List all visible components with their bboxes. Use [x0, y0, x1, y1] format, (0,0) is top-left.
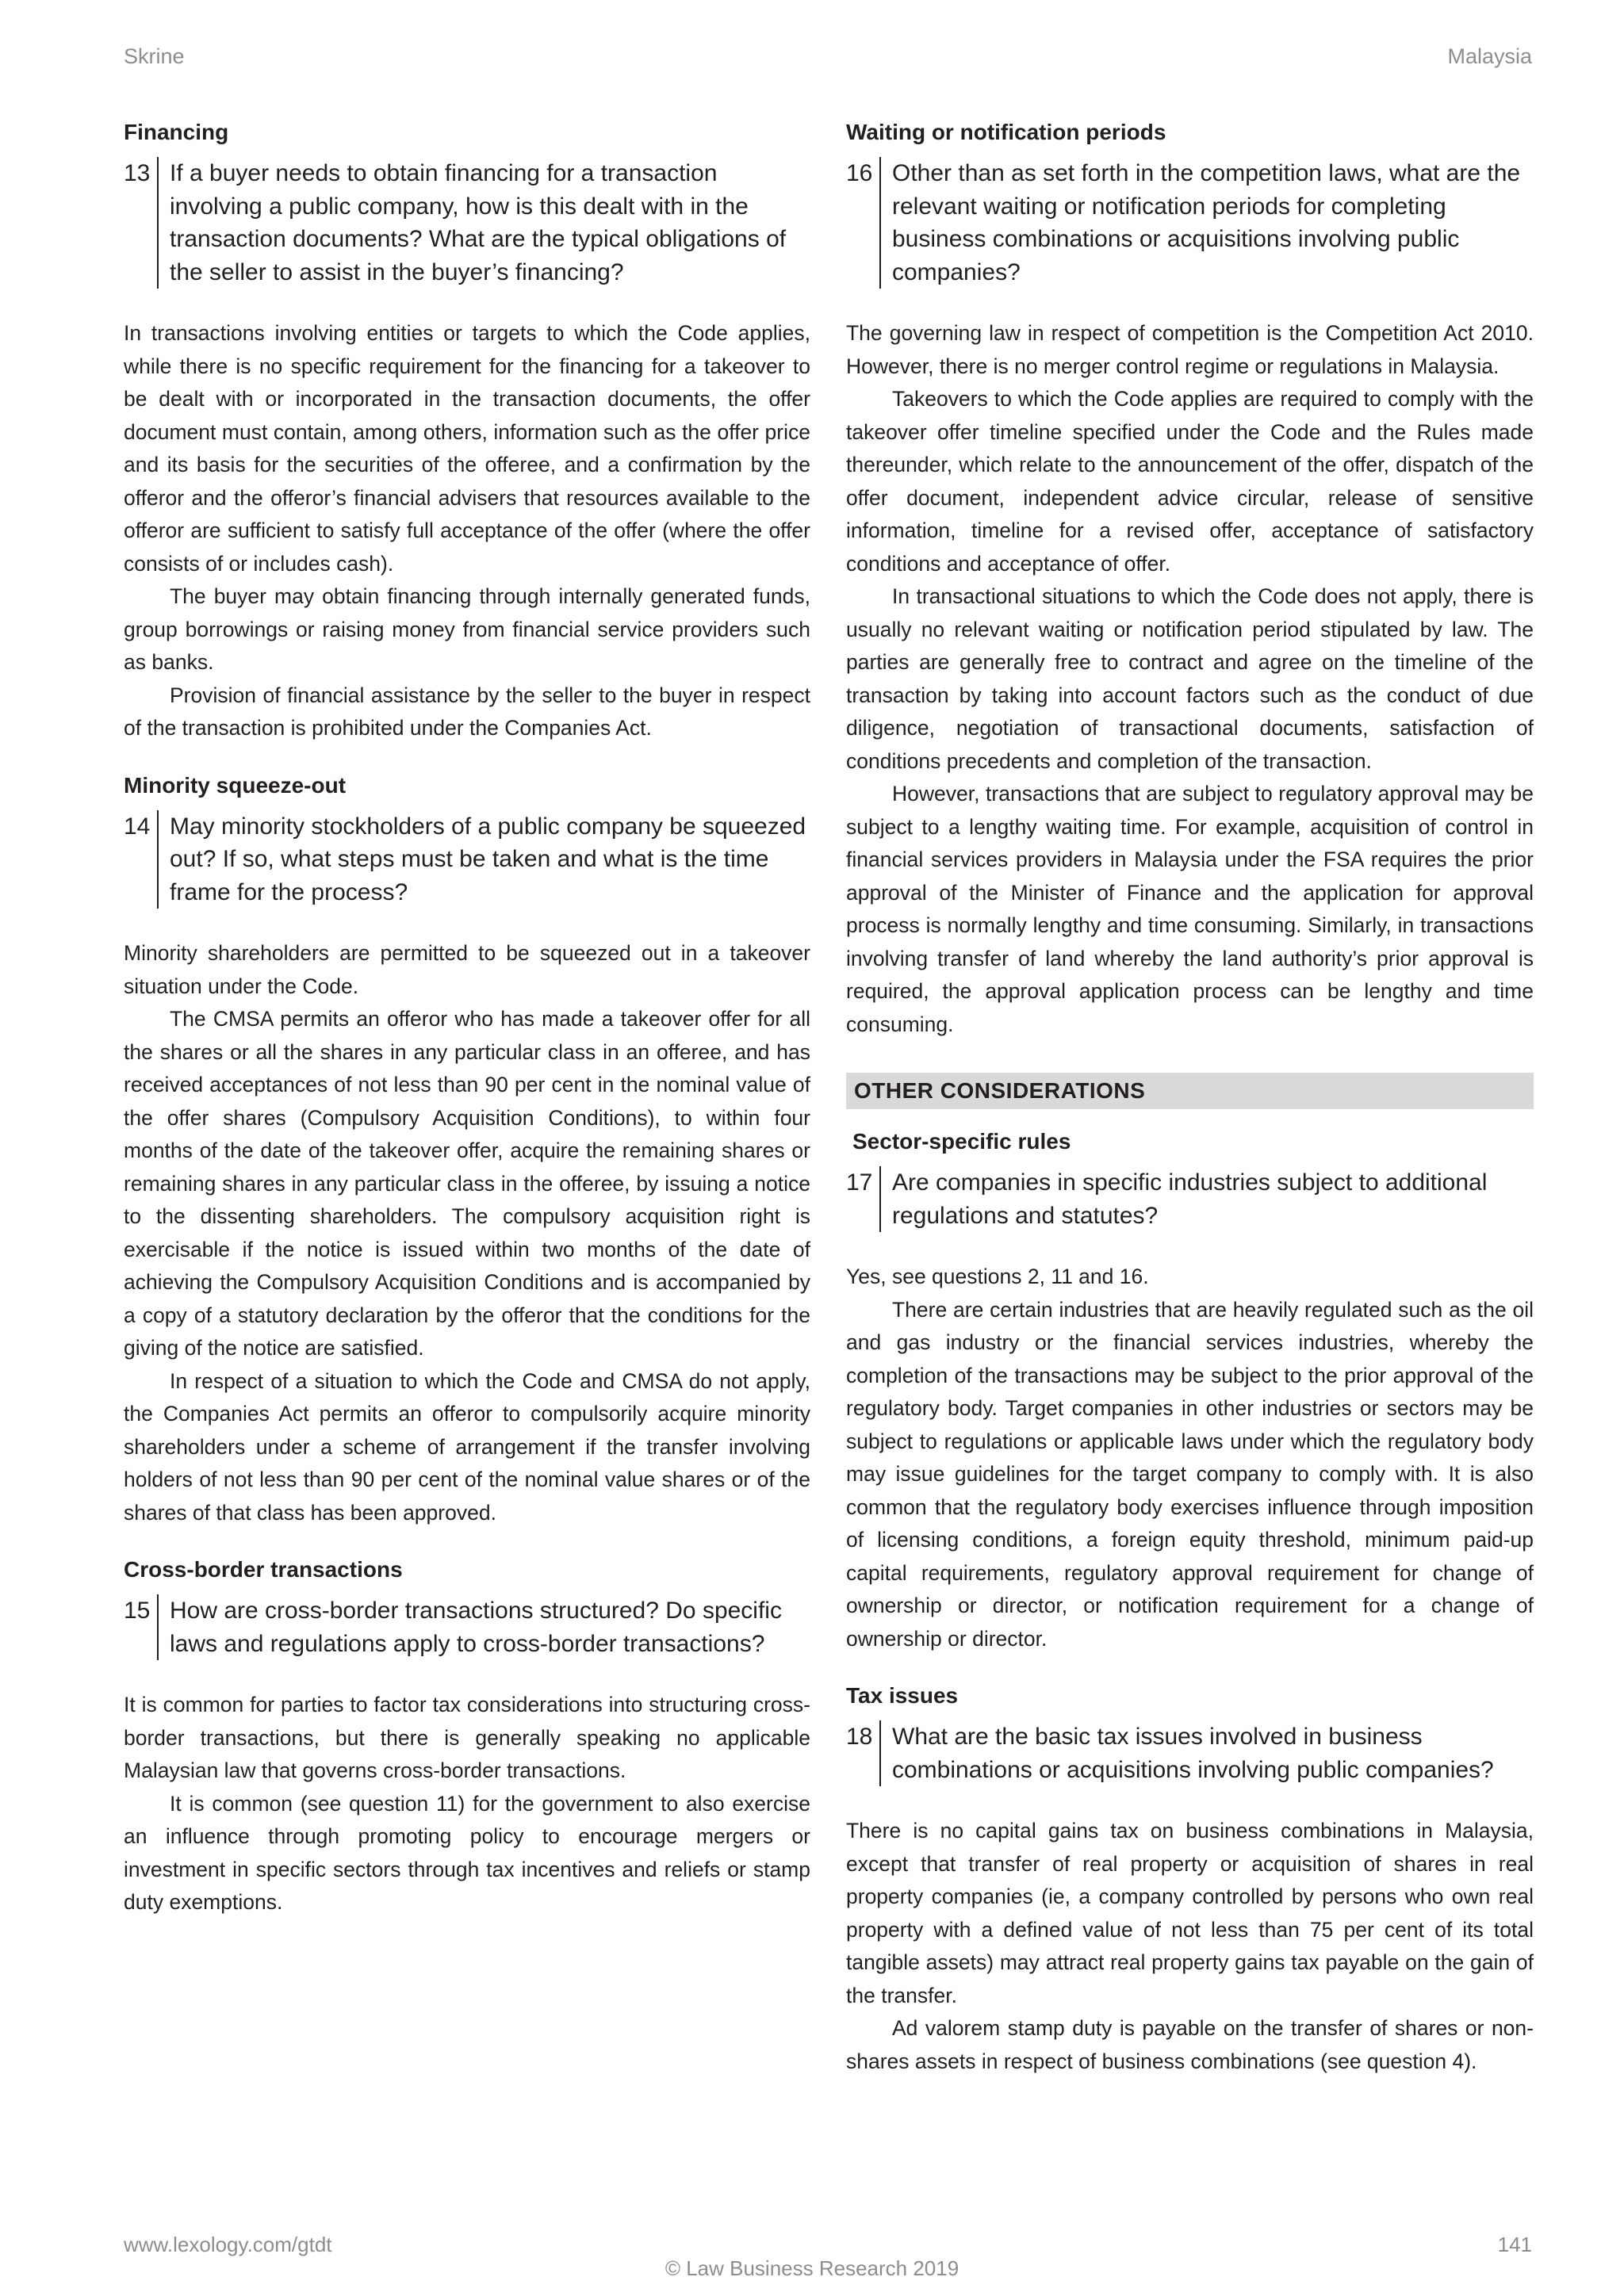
answer-paragraph: It is common for parties to factor tax considerations into structuring cross-border transactions, but there is generally speaking no applicable Malaysian law that governs cross-border transactions.: [124, 1693, 810, 1782]
section-banner-other-considerations: OTHER CONSIDERATIONS: [846, 1073, 1534, 1109]
left-column: [124, 116, 810, 1919]
answer-16: [846, 317, 1534, 1041]
answer-paragraph: Minority shareholders are permitted to be squeezed out in a takeover situation under the Code.: [124, 941, 810, 998]
question-text: How are cross-border transactions structured? Do specific laws and regulations apply to cross-border transactions?: [157, 1594, 810, 1660]
question-15: [124, 1594, 810, 1660]
answer-18: [846, 1815, 1534, 2078]
section-tax-issues: [846, 1679, 1534, 2078]
copyright-notice: © Law Business Research 2019: [665, 2256, 959, 2280]
running-head-country: Malaysia: [1447, 44, 1532, 68]
question-text: What are the basic tax issues involved in business combinations or acquisitions involving public companies?: [879, 1720, 1534, 1786]
section-heading: Financing: [124, 120, 229, 144]
answer-paragraph: Provision of financial assistance by the seller to the buyer in respect of the transaction is prohibited under the Companies Act.: [124, 683, 810, 740]
question-text: Are companies in specific industries subject to additional regulations and statutes?: [879, 1166, 1534, 1232]
section-heading: Cross-border transactions: [124, 1557, 403, 1582]
answer-paragraph: However, transactions that are subject to regulatory approval may be subject to a lengthy waiting time. For example, acquisition of control in financial services providers in Malaysia under the FSA requires the prior approval of the Minister of Finance and the application for approval process is normally lengthy and time consuming. Similarly, in transactions involving transfer of land whereby the land authority’s prior approval is required, the approval application process can be lengthy and time consuming.: [846, 782, 1534, 1036]
answer-paragraph: In transactions involving entities or targets to which the Code applies, while there is no specific requirement for the financing for a takeover to be dealt with or incorporated in the transaction documents, the offer document must contain, among others, information such as the offer price and its basis for the securities of the offeree, and a confirmation by the offeror and the offeror’s financial advisers that resources available to the offeror are sufficient to satisfy full acceptance of the offer (where the offer consists of or includes cash).: [124, 321, 810, 576]
section-heading: Minority squeeze-out: [124, 772, 347, 798]
question-number: 16: [846, 160, 873, 186]
answer-paragraph: In transactional situations to which the Code does not apply, there is usually no relevant waiting or notification period stipulated by law. The parties are generally free to contract and agree on the timeline of the transaction by taking into account factors such as the conduct of due diligence, negotiation of transactional documents, satisfaction of conditions precedents and completion of the transaction.: [846, 584, 1534, 773]
answer-paragraph: It is common (see question 11) for the government to also exercise an influence through promoting policy to encourage mergers or investment in specific sectors through tax incentives and reliefs or stamp duty exemptions.: [124, 1791, 810, 1914]
section-heading: Waiting or notification periods: [846, 120, 1166, 144]
question-number: 18: [846, 1724, 873, 1750]
question-number: 13: [124, 160, 151, 186]
right-column: [846, 116, 1534, 2078]
question-16: [846, 157, 1534, 289]
page-number: 141: [1497, 2233, 1532, 2256]
section-heading: Tax issues: [846, 1683, 959, 1708]
section-minority-squeeze-out: [124, 769, 810, 1530]
question-13: [124, 157, 810, 289]
answer-paragraph: There are certain industries that are heavily regulated such as the oil and gas industry or the financial services industries, whereby the completion of the transactions may be subject to the prior approval of the regulatory body. Target companies in other industries or sectors may be subject to regulations or applicable laws under which the regulatory body may issue guidelines for the target company to comply with. It is also common that the regulatory body exercises influence through imposition of licensing conditions, a foreign equity threshold, minimum paid-up capital requirements, regulatory approval requirement for change of ownership or director, or notification requirement for a change of ownership or director.: [846, 1297, 1534, 1651]
answer-paragraph: Ad valorem stamp duty is payable on the transfer of shares or non-shares assets in respect of business combinations (see question 4).: [846, 2016, 1534, 2073]
question-number: 17: [846, 1169, 873, 1196]
question-17: [846, 1166, 1534, 1232]
answer-13: [124, 317, 810, 745]
answer-15: [124, 1689, 810, 1919]
question-text: May minority stockholders of a public company be squeezed out? If so, what steps must be taken and what is the time frame for the process?: [157, 810, 810, 909]
answer-paragraph: There is no capital gains tax on business combinations in Malaysia, except that transfer of real property or acquisition of shares in real property companies (ie, a company controlled by persons who own real property with a defined value of not less than 75 per cent of its total tangible assets) may attract real property gains tax payable on the gain of the transfer.: [846, 1819, 1534, 2007]
answer-paragraph: The CMSA permits an offeror who has made a takeover offer for all the shares or all the shares in any particular class in an offeree, and has received acceptances of not less than 90 per cent in the nominal value of the offer shares (Compulsory Acquisition Conditions), to within four months of the date of the takeover offer, acquire the remaining shares or remaining shares in any particular class in the offeree, by issuing a notice to the dissenting shareholders. The compulsory acquisition right is exercisable if the notice is issued within two months of the date of achieving the Compulsory Acquisition Conditions and is accompanied by a copy of a statutory declaration by the offeror that the conditions for the giving of the notice are satisfied.: [124, 1007, 810, 1360]
section-heading: Sector-specific rules: [852, 1129, 1071, 1154]
footer-website-url: www.lexology.com/gtdt: [124, 2233, 332, 2256]
question-number: 14: [124, 813, 151, 840]
answer-paragraph: The governing law in respect of competition is the Competition Act 2010. However, there is no merger control regime or regulations in Malaysia.: [846, 321, 1534, 378]
answer-14: [124, 937, 810, 1529]
question-14: [124, 810, 810, 909]
section-waiting-notification-periods: [846, 116, 1534, 1041]
question-text: Other than as set forth in the competition laws, what are the relevant waiting or notification periods for completing business combinations or acquisitions involving public companies?: [879, 157, 1534, 289]
section-sector-specific-rules: [846, 1125, 1534, 1655]
question-text: If a buyer needs to obtain financing for a transaction involving a public company, how is this dealt with in the transaction documents? What are the typical obligations of the seller to assist in the buyer’s financing?: [157, 157, 810, 289]
question-number: 15: [124, 1598, 151, 1624]
answer-paragraph: The buyer may obtain financing through internally generated funds, group borrowings or raising money from financial service providers such as banks.: [124, 584, 810, 674]
running-head-publisher: Skrine: [124, 44, 185, 68]
answer-paragraph: In respect of a situation to which the Code and CMSA do not apply, the Companies Act permits an offeror to compulsorily acquire minority shareholders under a scheme of arrangement if the transfer involving holders of not less than 90 per cent of the nominal value shares or of the shares of that class has been approved.: [124, 1368, 810, 1525]
answer-paragraph: Yes, see questions 2, 11 and 16.: [846, 1265, 1149, 1288]
answer-17: [846, 1261, 1534, 1655]
question-18: [846, 1720, 1534, 1786]
section-cross-border-transactions: [124, 1553, 810, 1919]
section-financing: [124, 116, 810, 745]
answer-paragraph: Takeovers to which the Code applies are required to comply with the takeover offer timeline specified under the Code and the Rules made thereunder, which relate to the announcement of the offer, dispatch of the offer document, independent advice circular, release of sensitive information, timeline for a revised offer, acceptance of satisfactory conditions and acceptance of offer.: [846, 387, 1534, 576]
